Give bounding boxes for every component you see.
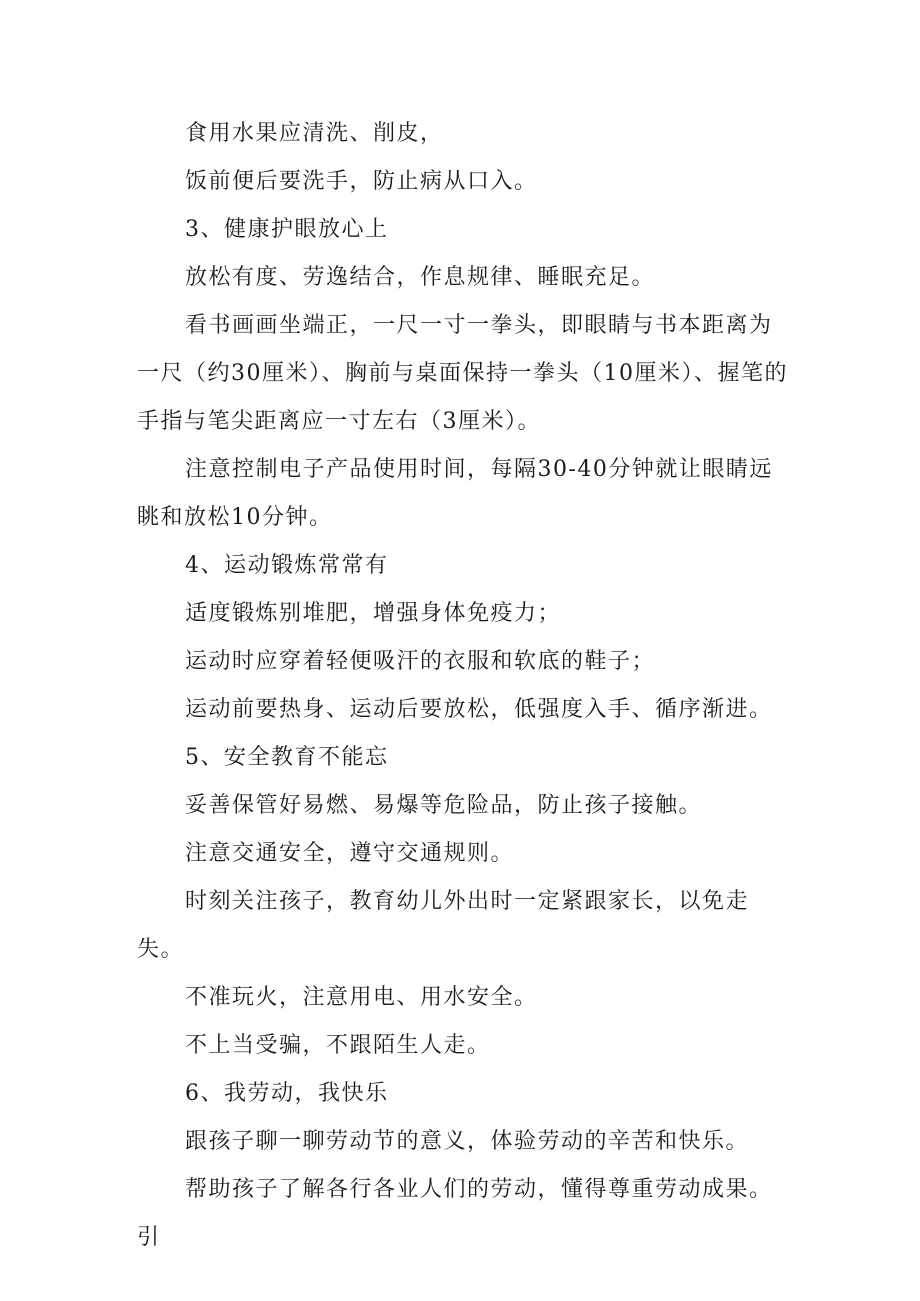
- section-heading: 3、健康护眼放心上: [185, 217, 389, 242]
- paragraph: 不上当受骗，不跟陌生人走。: [185, 1033, 491, 1058]
- section-heading: 5、安全教育不能忘: [185, 745, 389, 770]
- paragraph: 帮助孩子了解各行各业人们的劳动，懂得尊重劳动成果。引: [137, 1177, 773, 1250]
- paragraph: 饭前便后要洗手，防止病从口入。: [185, 169, 538, 194]
- section-heading: 6、我劳动，我快乐: [185, 1081, 389, 1106]
- paragraph: 不准玩火，注意用电、用水安全。: [185, 985, 538, 1010]
- paragraph: 时刻关注孩子，教育幼儿外出时一定紧跟家长，以免走失。: [137, 889, 750, 962]
- paragraph: 妥善保管好易燃、易爆等危险品，防止孩子接触。: [185, 793, 703, 818]
- paragraph: 注意交通安全，遵守交通规则。: [185, 841, 515, 866]
- paragraph: 运动前要热身、运动后要放松，低强度入手、循序渐进。: [185, 697, 773, 722]
- paragraph: 运动时应穿着轻便吸汗的衣服和软底的鞋子；: [185, 649, 656, 674]
- paragraph: 食用水果应清洗、削皮，: [185, 121, 444, 146]
- paragraph: 跟孩子聊一聊劳动节的意义，体验劳动的辛苦和快乐。: [185, 1129, 750, 1154]
- paragraph: 看书画画坐端正，一尺一寸一拳头，即眼睛与书本距离为一尺（约30厘米）、胸前与桌面保持一拳头（10厘米）、握笔的手指与笔尖距离应一寸左右（3厘米）。: [137, 313, 788, 434]
- document-body: [137, 110, 792, 1262]
- paragraph: 适度锻炼别堆肥，增强身体免疫力；: [185, 601, 562, 626]
- section-heading: 4、运动锻炼常常有: [185, 553, 389, 578]
- paragraph: 注意控制电子产品使用时间，每隔30-40分钟就让眼睛远眺和放松10分钟。: [137, 457, 773, 530]
- paragraph: 放松有度、劳逸结合，作息规律、睡眠充足。: [185, 265, 656, 290]
